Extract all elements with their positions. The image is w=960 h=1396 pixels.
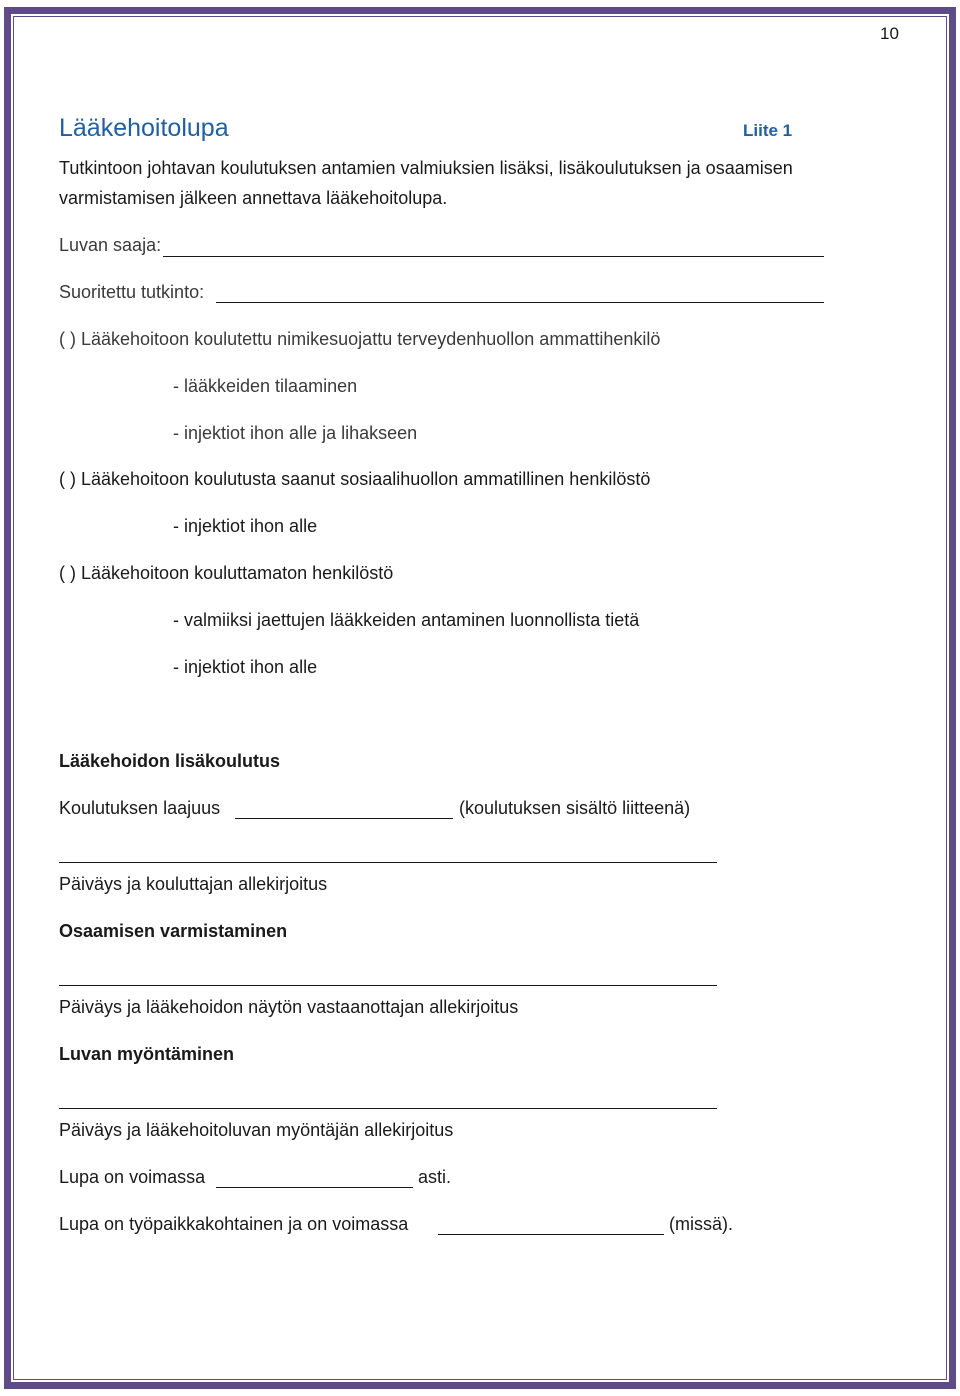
workplace-suffix: (missä). — [669, 1214, 733, 1234]
page-number: 10 — [880, 24, 899, 43]
scope-note: (koulutuksen sisältö liitteenä) — [459, 798, 691, 818]
scope-line — [235, 818, 453, 819]
trainer-signature-caption: Päiväys ja kouluttajan allekirjoitus — [59, 874, 328, 894]
grant-heading: Luvan myöntäminen — [59, 1044, 235, 1064]
intro-line-2: varmistamisen jälkeen annettava lääkehoitolupa. — [59, 188, 448, 208]
degree-line — [216, 302, 824, 303]
option-2-label: ( ) Lääkehoitoon koulutusta saanut sosiaalihuollon ammatillinen henkilöstö — [59, 469, 651, 489]
option-1-item-1: - lääkkeiden tilaaminen — [173, 376, 358, 396]
training-heading: Lääkehoidon lisäkoulutus — [59, 751, 281, 771]
degree-label: Suoritettu tutkinto: — [59, 282, 205, 302]
intro-line-1: Tutkintoon johtavan koulutuksen antamien valmiuksien lisäksi, lisäkoulutuksen ja osaamisen — [59, 158, 793, 178]
option-3-label: ( ) Lääkehoitoon kouluttamaton henkilöstö — [59, 563, 394, 583]
competence-signature-line — [59, 985, 717, 986]
recipient-line — [163, 256, 824, 257]
recipient-label: Luvan saaja: — [59, 235, 162, 255]
option-3-item-1: - valmiiksi jaettujen lääkkeiden antaminen luonnollista tietä — [173, 610, 640, 630]
option-1-label: ( ) Lääkehoitoon koulutettu nimikesuojattu terveydenhuollon ammattihenkilö — [59, 329, 661, 349]
valid-label: Lupa on voimassa — [59, 1167, 206, 1187]
valid-line — [216, 1187, 413, 1188]
option-1-item-2: - injektiot ihon alle ja lihakseen — [173, 423, 418, 443]
page-title: Lääkehoitolupa — [59, 114, 229, 142]
valid-suffix: asti. — [418, 1167, 452, 1187]
scope-label: Koulutuksen laajuus — [59, 798, 221, 818]
competence-signature-caption: Päiväys ja lääkehoidon näytön vastaanottajan allekirjoitus — [59, 997, 519, 1017]
option-2-item-1: - injektiot ihon alle — [173, 516, 318, 536]
appendix-label: Liite 1 — [743, 121, 793, 140]
option-3-item-2: - injektiot ihon alle — [173, 657, 318, 677]
grant-signature-caption: Päiväys ja lääkehoitoluvan myöntäjän allekirjoitus — [59, 1120, 454, 1140]
grant-signature-line — [59, 1108, 717, 1109]
trainer-signature-line — [59, 862, 717, 863]
competence-heading: Osaamisen varmistaminen — [59, 921, 288, 941]
workplace-line — [438, 1234, 664, 1235]
workplace-label: Lupa on työpaikkakohtainen ja on voimassa — [59, 1214, 409, 1234]
